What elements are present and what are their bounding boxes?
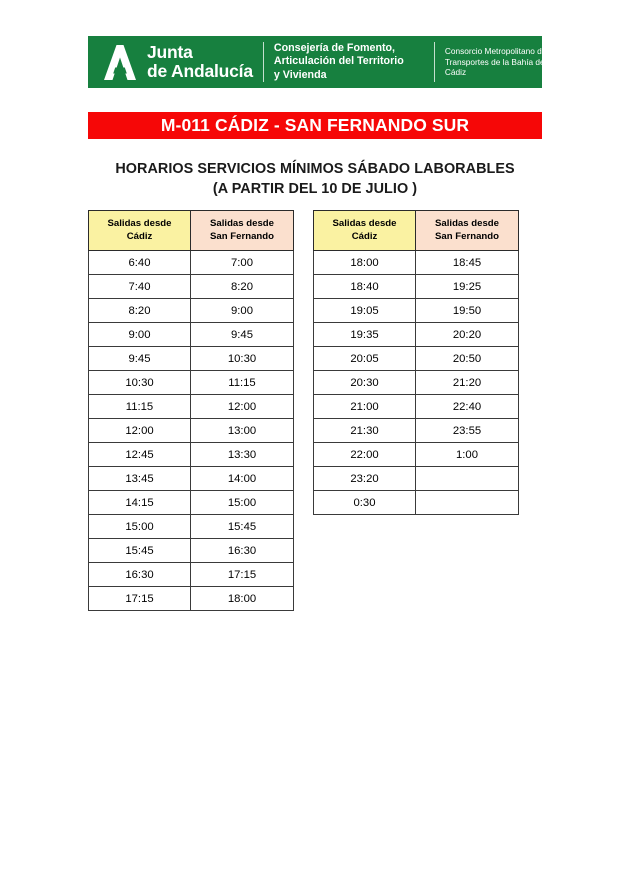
brand-line-1: Junta	[147, 42, 193, 63]
table-row	[314, 299, 519, 323]
departure-cadiz-cell: 15:45	[89, 539, 191, 563]
department-line-1: Consejería de Fomento,	[273, 41, 396, 54]
departure-san-fernando-cell: 15:00	[191, 491, 294, 515]
departure-san-fernando-cell: 16:30	[191, 539, 294, 563]
departure-cadiz-cell: 7:40	[89, 275, 191, 299]
table-row	[89, 467, 294, 491]
departure-san-fernando-cell: 20:50	[416, 347, 519, 371]
junta-brand-text	[147, 43, 253, 80]
column-header-sf-line1: Salidas desde	[435, 218, 499, 230]
departure-cadiz-cell: 17:15	[89, 587, 191, 611]
government-header	[88, 36, 547, 88]
departure-san-fernando-cell: 19:25	[416, 275, 519, 299]
departure-cadiz-cell: 12:45	[89, 443, 191, 467]
departure-san-fernando-cell	[416, 467, 519, 491]
table-row	[314, 371, 519, 395]
column-header-cadiz-line2: Cádiz	[126, 230, 153, 242]
departure-cadiz-cell: 19:05	[314, 299, 416, 323]
departure-san-fernando-cell: 18:00	[191, 587, 294, 611]
departure-san-fernando-cell: 21:20	[416, 371, 519, 395]
table-row	[314, 251, 519, 275]
table-row	[89, 419, 294, 443]
departure-cadiz-cell: 22:00	[314, 443, 416, 467]
departure-cadiz-cell: 0:30	[314, 491, 416, 515]
departure-san-fernando-cell: 13:30	[191, 443, 294, 467]
departure-san-fernando-cell: 14:00	[191, 467, 294, 491]
departure-cadiz-cell: 16:30	[89, 563, 191, 587]
departure-san-fernando-cell: 8:20	[191, 275, 294, 299]
table-row	[314, 347, 519, 371]
column-header-sf-line2: San Fernando	[435, 230, 499, 242]
subtitle-line-1: HORARIOS SERVICIOS MÍNIMOS SÁBADO LABORABLES	[115, 161, 515, 177]
table-row	[314, 443, 519, 467]
departure-san-fernando-cell: 9:45	[191, 323, 294, 347]
route-title: M-011 CÁDIZ - SAN FERNANDO SUR	[160, 115, 470, 135]
departure-cadiz-cell: 21:00	[314, 395, 416, 419]
departure-san-fernando-cell: 18:45	[416, 251, 519, 275]
column-header-cadiz	[89, 211, 191, 251]
departure-san-fernando-cell: 7:00	[191, 251, 294, 275]
brand-line-2: de Andalucía	[147, 61, 253, 81]
table-row	[89, 539, 294, 563]
table-row	[314, 323, 519, 347]
departure-san-fernando-cell: 13:00	[191, 419, 294, 443]
departure-cadiz-cell: 14:15	[89, 491, 191, 515]
table-row	[89, 587, 294, 611]
department-line-3: y Vivienda	[273, 68, 327, 81]
junta-brand	[88, 36, 263, 88]
timetable-left-body	[89, 251, 294, 611]
departure-san-fernando-cell: 22:40	[416, 395, 519, 419]
departure-san-fernando-cell: 17:15	[191, 563, 294, 587]
departure-san-fernando-cell: 12:00	[191, 395, 294, 419]
departure-cadiz-cell: 18:40	[314, 275, 416, 299]
timetable-left-table	[88, 210, 294, 611]
subtitle-line-2: (A PARTIR DEL 10 DE JULIO )	[212, 181, 418, 198]
consortium-line-1: Consorcio Metropolitano de	[444, 45, 547, 56]
table-header-row	[89, 211, 294, 251]
table-row	[89, 275, 294, 299]
departure-cadiz-cell: 9:45	[89, 347, 191, 371]
departure-san-fernando-cell: 9:00	[191, 299, 294, 323]
table-row	[89, 251, 294, 275]
departure-cadiz-cell: 20:30	[314, 371, 416, 395]
table-row	[314, 395, 519, 419]
consortium-line-3: Cádiz	[444, 67, 467, 78]
departure-cadiz-cell: 23:20	[314, 467, 416, 491]
table-row	[89, 299, 294, 323]
column-header-sf-line1: Salidas desde	[210, 218, 274, 230]
column-header-cadiz-line1: Salidas desde	[332, 218, 397, 230]
column-header-cadiz-line1: Salidas desde	[107, 218, 172, 230]
departure-san-fernando-cell	[416, 491, 519, 515]
consortium-line-2: Transportes de la Bahía de	[444, 56, 545, 67]
departure-cadiz-cell: 20:05	[314, 347, 416, 371]
table-row	[89, 347, 294, 371]
departure-cadiz-cell: 10:30	[89, 371, 191, 395]
departure-cadiz-cell: 9:00	[89, 323, 191, 347]
table-row	[314, 467, 519, 491]
table-row	[89, 563, 294, 587]
table-row	[89, 395, 294, 419]
departure-cadiz-cell: 12:00	[89, 419, 191, 443]
departure-cadiz-cell: 13:45	[89, 467, 191, 491]
column-header-cadiz	[314, 211, 416, 251]
table-row	[89, 371, 294, 395]
departure-san-fernando-cell: 15:45	[191, 515, 294, 539]
table-row	[89, 443, 294, 467]
departure-san-fernando-cell: 10:30	[191, 347, 294, 371]
departure-cadiz-cell: 21:30	[314, 419, 416, 443]
table-row	[89, 491, 294, 515]
departure-san-fernando-cell: 20:20	[416, 323, 519, 347]
departure-cadiz-cell: 11:15	[89, 395, 191, 419]
departure-cadiz-cell: 6:40	[89, 251, 191, 275]
timetable-left	[88, 210, 294, 611]
table-row	[314, 275, 519, 299]
departure-cadiz-cell: 15:00	[89, 515, 191, 539]
table-row	[89, 515, 294, 539]
department-name	[264, 36, 434, 88]
column-header-cadiz-line2: Cádiz	[351, 230, 378, 242]
departure-cadiz-cell: 18:00	[314, 251, 416, 275]
departure-san-fernando-cell: 23:55	[416, 419, 519, 443]
junta-andalucia-arch-logo-icon	[100, 43, 140, 81]
table-row	[89, 323, 294, 347]
column-header-san-fernando	[191, 211, 294, 251]
schedule-subtitle	[0, 159, 630, 200]
departure-san-fernando-cell: 11:15	[191, 371, 294, 395]
column-header-sf-line2: San Fernando	[210, 230, 274, 242]
departure-san-fernando-cell: 1:00	[416, 443, 519, 467]
timetable-right-body	[314, 251, 519, 515]
department-line-2: Articulación del Territorio	[273, 55, 404, 68]
departure-san-fernando-cell: 19:50	[416, 299, 519, 323]
table-row	[314, 419, 519, 443]
departure-cadiz-cell: 19:35	[314, 323, 416, 347]
timetable-right-table	[313, 210, 519, 515]
timetable-right	[313, 210, 519, 515]
table-header-row	[314, 211, 519, 251]
departure-cadiz-cell: 8:20	[89, 299, 191, 323]
table-row	[314, 491, 519, 515]
consortium-name	[435, 36, 554, 88]
route-banner	[88, 112, 542, 139]
column-header-san-fernando	[416, 211, 519, 251]
